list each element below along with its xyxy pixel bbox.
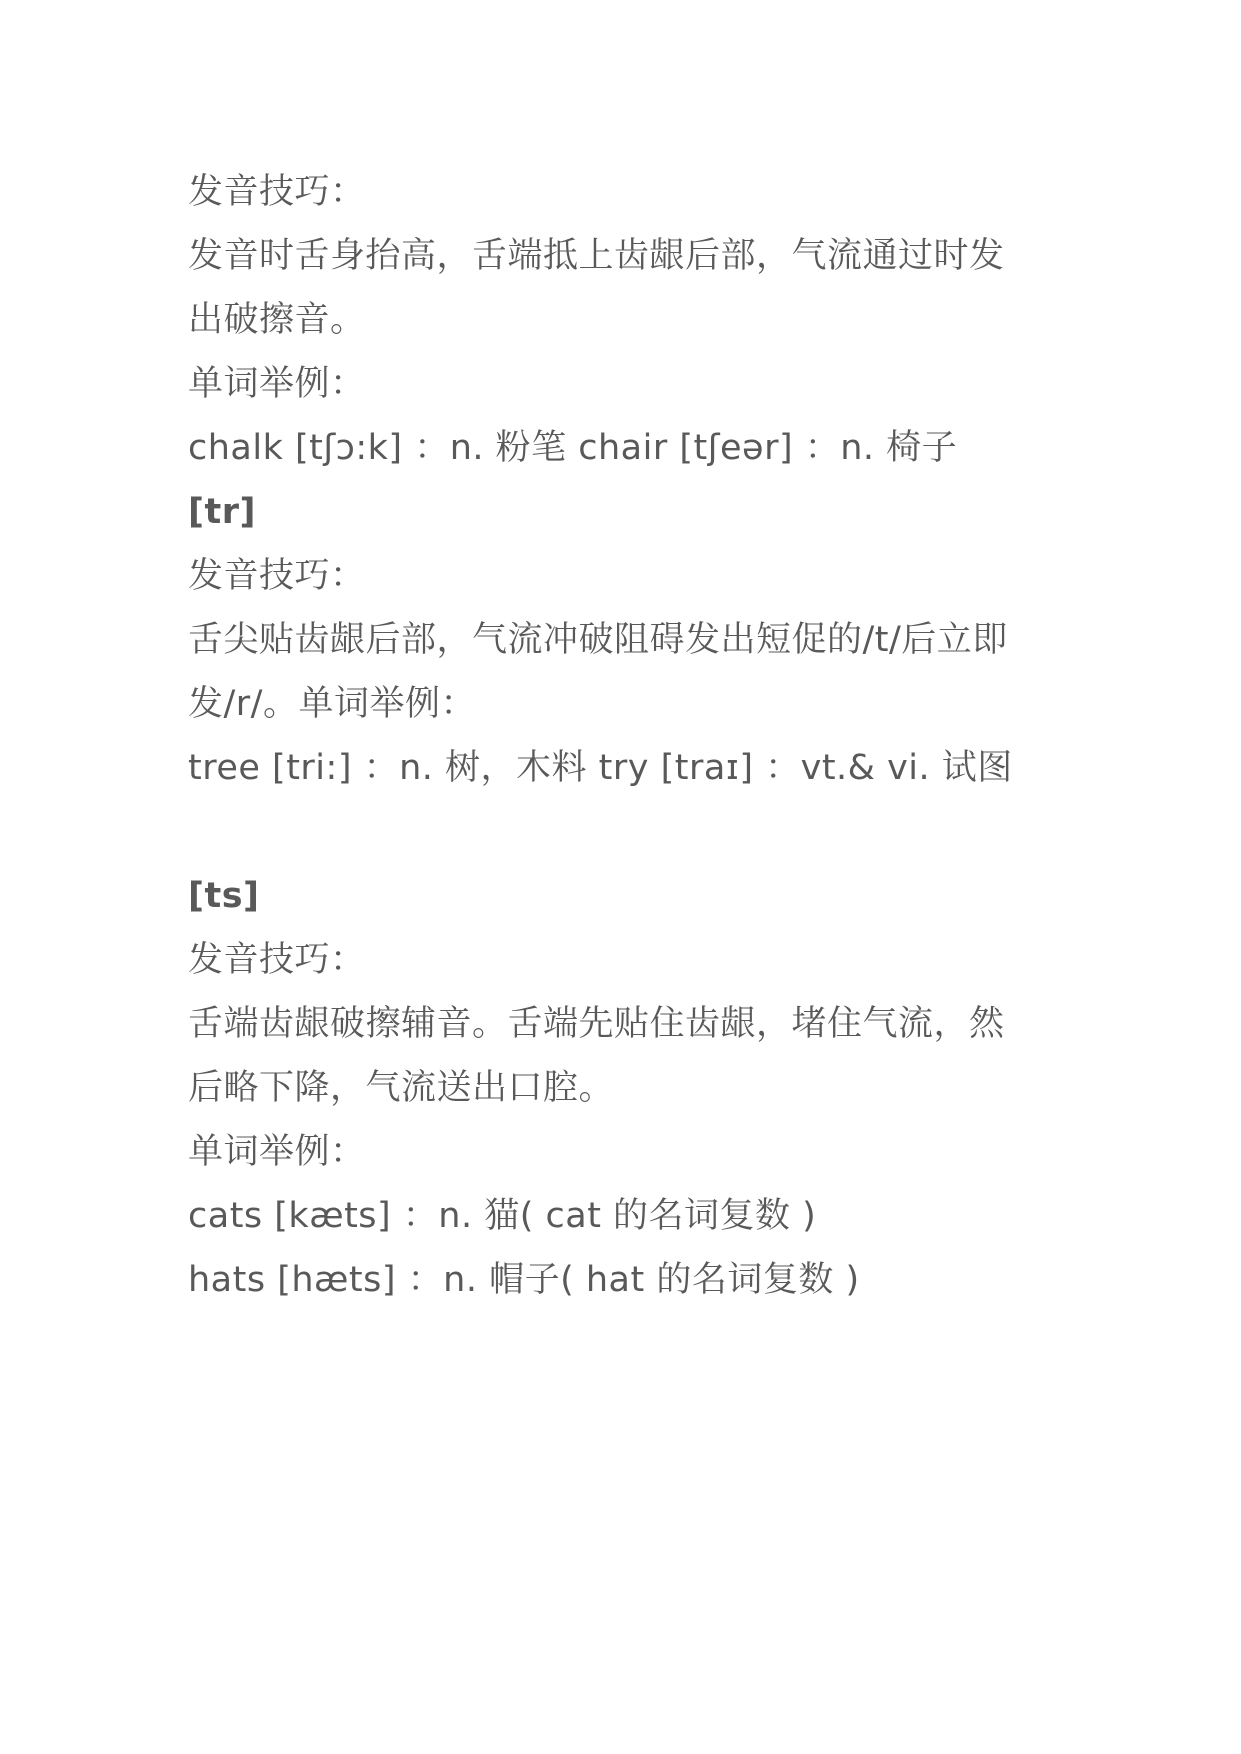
tip-text: 出破擦音。 — [188, 300, 366, 340]
example-line: tree [tri:] ：n. 树，木料 try [traɪ] ：vt.& vi. 试图 — [188, 748, 1013, 788]
tip-label: 发音技巧： — [188, 556, 366, 596]
example-line: cats [kæts] ：n. 猫( cat 的名词复数 ) — [188, 1196, 817, 1236]
tip-label: 发音技巧： — [188, 172, 366, 212]
tip-text: 舌端齿龈破擦辅音。舌端先贴住齿龈，堵住气流，然 — [188, 1004, 1005, 1044]
document-page — [188, 160, 1068, 1312]
tip-text: 发音时舌身抬高，舌端抵上齿龈后部，气流通过时发 — [188, 236, 1005, 276]
spacer — [188, 800, 1068, 864]
example-label: 单词举例： — [188, 364, 366, 404]
section-heading-ts: [ts] — [188, 876, 260, 916]
example-label: 单词举例： — [188, 1132, 366, 1172]
tip-text: 舌尖贴齿龈后部，气流冲破阻碍发出短促的/t/后立即 — [188, 620, 1008, 660]
example-line: hats [hæts] ：n. 帽子( hat 的名词复数 ) — [188, 1260, 860, 1300]
tip-text: 发/r/。单词举例： — [188, 684, 476, 724]
tip-text: 后略下降，气流送出口腔。 — [188, 1068, 615, 1108]
section-heading-tr: [tr] — [188, 492, 256, 532]
tip-label: 发音技巧： — [188, 940, 366, 980]
example-line: chalk [tʃɔ:k] ：n. 粉笔 chair [tʃeər] ：n. 椅子 — [188, 428, 958, 468]
